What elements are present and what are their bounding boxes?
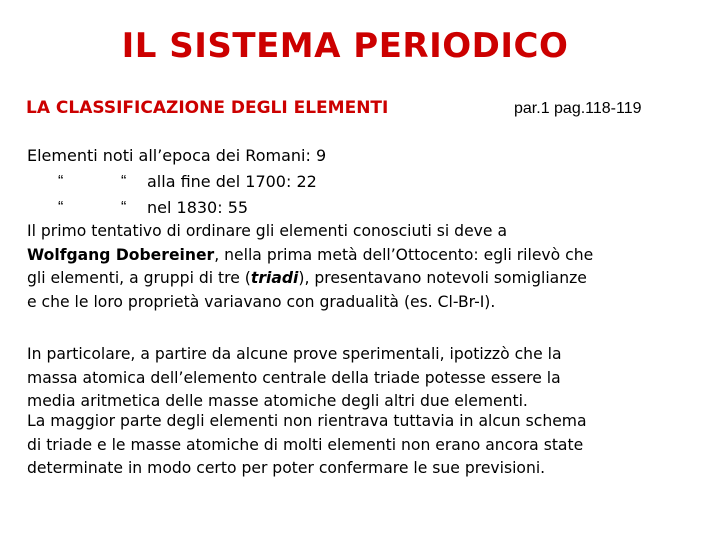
scientist-name: Wolfgang Dobereiner	[27, 245, 215, 264]
paragraph-limitations	[27, 410, 697, 481]
text-line: massa atomica dell’elemento centrale della triade potesse essere la	[27, 368, 561, 387]
paragraph-dobereiner	[27, 220, 697, 314]
text-line: La maggior parte degli elementi non rientrava tuttavia in alcun schema	[27, 412, 587, 430]
text-line	[27, 244, 697, 268]
count-row-text: Elementi noti all’epoca dei Romani: 9	[27, 146, 327, 165]
count-row-1830	[27, 195, 326, 221]
text-line: In particolare, a partire da alcune prove sperimentali, ipotizzò che la	[27, 345, 562, 363]
count-row-text: alla fine del 1700: 22	[147, 172, 317, 191]
text-line: Il primo tentativo di ordinare gli elementi conosciuti si deve a	[27, 222, 508, 240]
ditto-mark: “	[58, 199, 64, 216]
count-row-1700	[27, 169, 326, 195]
ditto-mark: “	[121, 199, 127, 216]
page-title: IL SISTEMA PERIODICO	[121, 26, 569, 66]
element-counts	[27, 143, 326, 221]
section-subtitle: LA CLASSIFICAZIONE DEGLI ELEMENTI	[26, 98, 389, 118]
text-line: media aritmetica delle masse atomiche degli altri due elementi.	[27, 392, 528, 410]
count-row-romans	[27, 143, 326, 169]
text-line	[27, 267, 697, 291]
text-line: determinate in modo certo per poter confermare le sue previsioni.	[27, 459, 546, 477]
text-fragment: , nella prima metà dell’Ottocento: egli rilevò che	[214, 245, 594, 264]
emphasized-term: triadi	[250, 269, 299, 287]
count-row-text: nel 1830: 55	[147, 198, 249, 217]
text-line: di triade e le masse atomiche di molti elementi non erano ancora state	[27, 435, 584, 454]
paragraph-hypothesis	[27, 343, 697, 414]
ditto-mark: “	[58, 173, 64, 190]
text-fragment: gli elementi, a gruppi di tre (	[27, 269, 251, 287]
text-fragment: ), presentavano notevoli somiglianze	[298, 269, 587, 287]
text-line: e che le loro proprietà variavano con gradualità (es. Cl-Br-I).	[27, 292, 496, 311]
ditto-mark: “	[121, 173, 127, 190]
textbook-reference: par.1 pag.118-119	[514, 100, 642, 117]
